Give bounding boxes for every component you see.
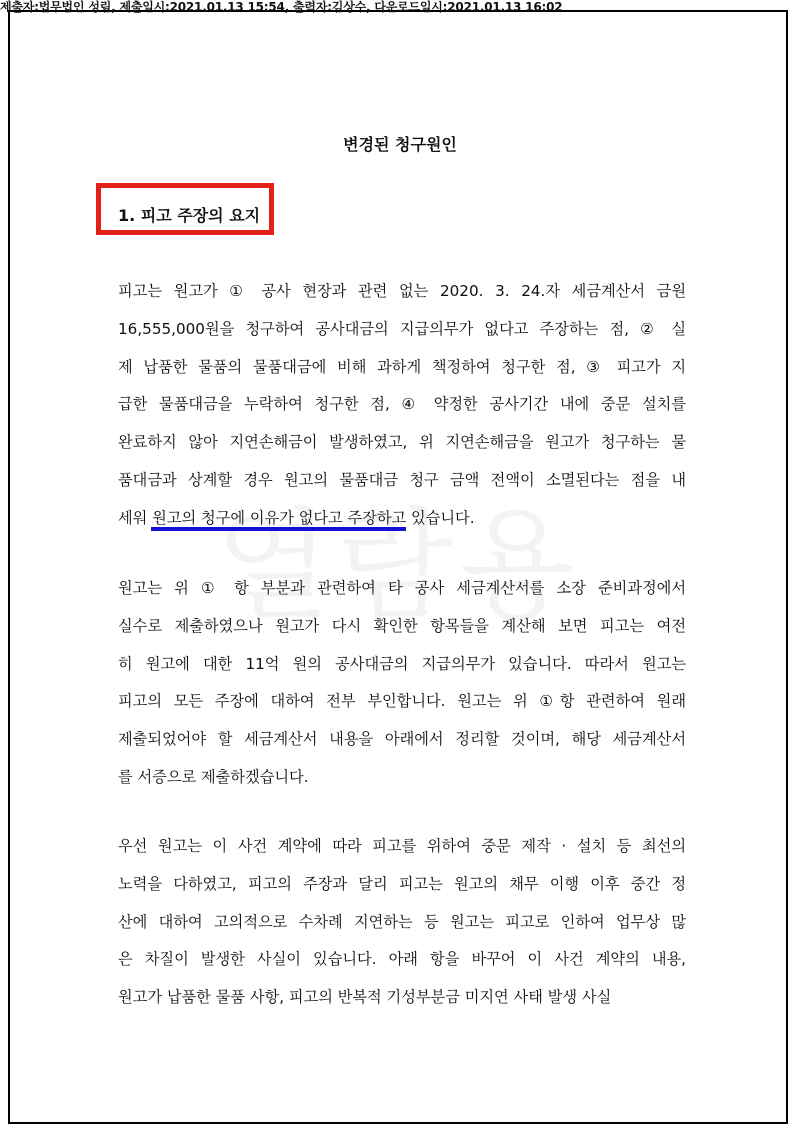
paragraph-3	[118, 828, 686, 1017]
paragraph-line: 품대금과 상계할 경우 원고의 물품대금 청구 금액 전액이 소멸된다는 점을 내	[118, 470, 686, 489]
paragraph-line: 원고는 위 ① 항 부분과 관련하여 타 공사 세금계산서를 소장 준비과정에서	[118, 579, 686, 597]
submission-stamp: 제출자:법무법인 성림, 제출일시:2021.01.13 15:54, 출력자:김상수, 다운로드일시:2021.01.13 16:02	[0, 0, 563, 14]
paragraph-line: 16,555,000원을 청구하여 공사대금의 지급의무가 없다고 주장하는 점, ② 실	[118, 319, 686, 338]
paragraph-line: 히 원고에 대한 11억 원의 공사대금의 지급의무가 있습니다. 따라서 원고는	[118, 654, 686, 673]
paragraph-line: 완료하지 않아 지연손해금이 발생하였고, 위 지연손해금을 원고가 청구하는 물	[118, 433, 686, 452]
paragraph-line: 급한 물품대금을 누락하여 청구한 점, ④ 약정한 공사기간 내에 중문 설치를	[118, 395, 686, 414]
paragraph-line: 제출되었어야 할 세금계산서 내용을 아래에서 정리할 것이며, 해당 세금계산서	[118, 730, 686, 749]
paragraph-line: 은 차질이 발생한 사실이 있습니다. 아래 항을 바꾸어 이 사건 계약의 내용,	[118, 950, 686, 969]
paragraph-line: 산에 대하여 고의적으로 수차례 지연하는 등 원고는 피고로 인하여 업무상 많	[118, 912, 686, 931]
paragraph-line: 를 서증으로 제출하겠습니다.	[118, 767, 309, 786]
paragraph-line: 노력을 다하였고, 피고의 주장과 달리 피고는 원고의 채무 이행 이후 중간 정	[118, 874, 686, 893]
document-title: 변경된 청구원인	[343, 135, 457, 154]
paragraph-line: 피고는 원고가 ① 공사 현장과 관련 없는 2020. 3. 24.자 세금계산서 금원	[118, 282, 686, 300]
paragraph-1	[118, 273, 686, 538]
paragraph-2	[118, 570, 686, 797]
paragraph-line: 제 납품한 물품의 물품대금에 비해 과하게 책정하여 청구한 점, ③ 피고가 지	[118, 357, 686, 376]
section-heading: 1. 피고 주장의 요지	[118, 206, 261, 225]
emphasis-underline	[151, 527, 406, 531]
paragraph-line: 원고가 납품한 물품 사항, 피고의 반복적 기성부분금 미지연 사태 발생 사실	[118, 988, 612, 1007]
paragraph-line: 피고의 모든 주장에 대하여 전부 부인합니다. 원고는 위 ①항 관련하여 원래	[118, 692, 686, 711]
paragraph-line: 우선 원고는 이 사건 계약에 따라 피고를 위하여 중문 제작 · 설치 등 최선의	[118, 837, 686, 855]
paragraph-line: 세워 원고의 청구에 이유가 없다고 주장하고 있습니다.	[118, 508, 475, 527]
paragraph-line: 실수로 제출하였으나 원고가 다시 확인한 항목들을 계산해 보면 피고는 여전	[118, 616, 686, 635]
